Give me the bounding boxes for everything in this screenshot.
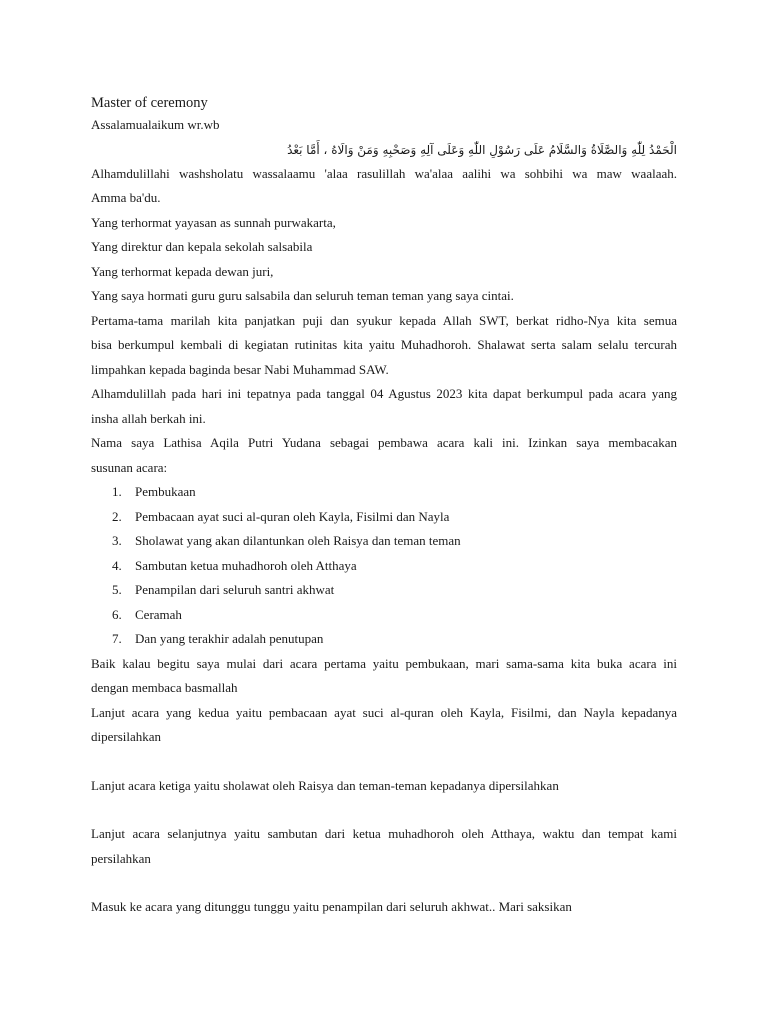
paragraph-gap: [91, 750, 677, 774]
alhamdulillah-line-1: Alhamdulillahi washsholatu wassalaamu 'alaa rasulillah wa'alaa aalihi wa sohbihi wa maw waalaah.: [91, 165, 677, 181]
list-number: 4.: [112, 557, 122, 573]
respect-line-2: Yang direktur dan kepala sekolah salsabila: [91, 239, 313, 254]
date-line-1: Alhamdulillah pada hari ini tepatnya pada tanggal 04 Agustus 2023 kita dapat berkumpul pada acara yang: [91, 386, 677, 401]
respect-line-4: Yang saya hormati guru guru salsabila dan seluruh teman teman yang saya cintai.: [91, 288, 514, 303]
list-number: 6.: [112, 606, 122, 622]
opening-line-2: bisa berkumpul kembali di kegiatan rutinitas kita yaitu Muhadhoroh. Shalawat serta salam selalu tercurah: [91, 337, 677, 352]
list-item: [91, 480, 677, 505]
third-event: Lanjut acara ketiga yaitu sholawat oleh Raisya dan teman-teman kepadanya dipersilahkan: [91, 777, 559, 793]
intro-line-1: Nama saya Lathisa Aqila Putri Yudana sebagai pembawa acara kali ini. Izinkan saya membacakan: [91, 435, 677, 450]
intro-line-2: susunan acara:: [91, 459, 168, 475]
agenda-list: [91, 480, 677, 652]
second-event-line-1: Lanjut acara yang kedua yaitu pembacaan ayat suci al-quran oleh Kayla, Fisilmi, dan Nayla kepadanya: [91, 704, 677, 720]
list-text: Sholawat yang akan dilantunkan oleh Raisya dan teman teman: [135, 533, 461, 548]
fourth-event-line-1: Lanjut acara selanjutnya yaitu sambutan dari ketua muhadhoroh oleh Atthaya, waktu dan tempat kami: [91, 826, 677, 841]
list-text: Pembukaan: [135, 484, 196, 499]
paragraph-gap: [91, 798, 677, 822]
list-item: [91, 554, 677, 579]
document-page: [91, 93, 677, 920]
list-item: [91, 578, 677, 603]
fourth-event-line-2: persilahkan: [91, 850, 151, 866]
paragraph-gap: [91, 871, 677, 895]
first-event-line-1: Baik kalau begitu saya mulai dari acara pertama yaitu pembukaan, mari sama-sama kita buka acara ini: [91, 655, 677, 671]
list-text: Pembacaan ayat suci al-quran oleh Kayla, Fisilmi dan Nayla: [135, 508, 450, 524]
document-title: Master of ceremony: [91, 95, 208, 111]
list-item: [91, 529, 677, 554]
list-number: 1.: [112, 484, 122, 499]
list-item: [91, 603, 677, 628]
respect-line-1: Yang terhormat yayasan as sunnah purwakarta,: [91, 214, 336, 230]
fifth-event: Masuk ke acara yang ditunggu tunggu yaitu penampilan dari seluruh akhwat.. Mari saksikan: [91, 899, 572, 914]
list-text: Sambutan ketua muhadhoroh oleh Atthaya: [135, 557, 357, 573]
respect-line-3: Yang terhormat kepada dewan juri,: [91, 263, 274, 279]
alhamdulillah-line-2: Amma ba'du.: [91, 190, 161, 205]
list-item: [91, 505, 677, 530]
first-event-line-2: dengan membaca basmallah: [91, 680, 238, 695]
list-item: [91, 627, 677, 652]
list-number: 5.: [112, 582, 122, 597]
list-text: Ceramah: [135, 606, 182, 622]
second-event-line-2: dipersilahkan: [91, 729, 162, 744]
arabic-praise: الْحَمْدُ لِلّٰهِ وَالصَّلَاةُ وَالسَّلَامُ عَلَى رَسُوْلِ اللّٰهِ وَعَلَى آلِهِ وَصَحْبِهِ وَمَنْ وَالَاهُ ، أَمَّا بَعْدُ: [287, 142, 677, 157]
greeting: Assalamualaikum wr.wb: [91, 117, 220, 132]
date-line-2: insha allah berkah ini.: [91, 410, 206, 426]
list-text: Dan yang terakhir adalah penutupan: [135, 631, 324, 646]
list-number: 3.: [112, 533, 122, 548]
list-number: 2.: [112, 508, 122, 524]
list-text: Penampilan dari seluruh santri akhwat: [135, 582, 335, 597]
opening-line-3: limpahkan kepada baginda besar Nabi Muhammad SAW.: [91, 361, 389, 377]
list-number: 7.: [112, 631, 122, 646]
opening-line-1: Pertama-tama marilah kita panjatkan puji dan syukur kepada Allah SWT, berkat ridho-Nya kita semua: [91, 312, 677, 328]
